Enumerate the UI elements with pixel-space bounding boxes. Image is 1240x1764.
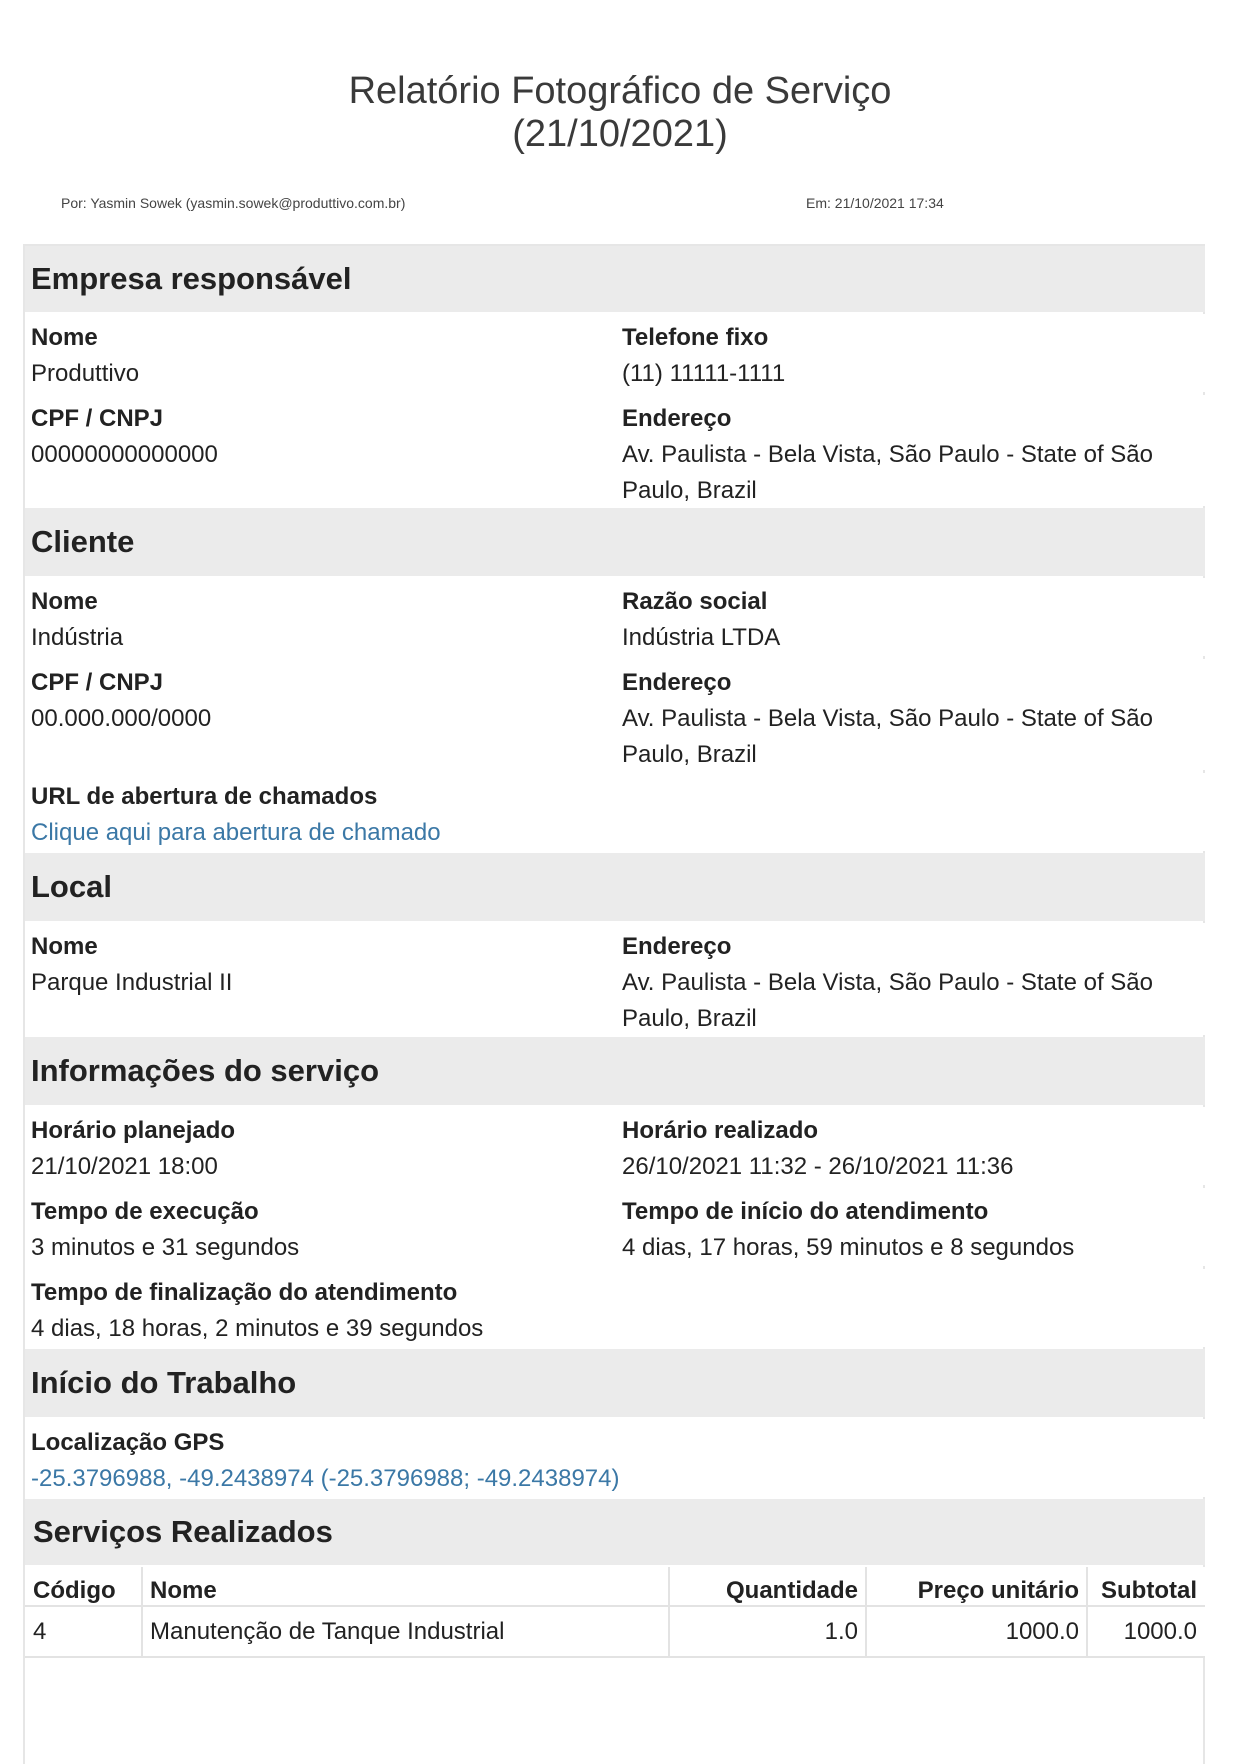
field-value: 00000000000000: [31, 441, 218, 468]
field-label: Nome: [31, 933, 98, 960]
field-label: Nome: [31, 588, 98, 615]
empty-cell: [25, 1001, 613, 1035]
table-column-divider: [865, 1567, 867, 1656]
field-label: CPF / CNPJ: [31, 405, 164, 432]
field-label: Endereço: [622, 669, 732, 696]
field-value: 00.000.000/0000: [31, 705, 212, 732]
empty-cell: [25, 737, 613, 770]
timestamp-line: Em: 21/10/2021 17:34: [806, 195, 944, 211]
empresa-nome-cell: [25, 314, 613, 392]
field-label: Tempo de início do atendimento: [622, 1198, 989, 1225]
table-divider: [25, 1656, 1205, 1658]
field-value: Parque Industrial II: [31, 969, 233, 996]
gps-cell: [25, 1419, 1205, 1497]
table-cell-codigo: 4: [25, 1608, 142, 1656]
section-heading-local: Local: [25, 853, 1205, 921]
field-value: 21/10/2021 18:00: [31, 1153, 218, 1180]
gps-link[interactable]: -25.3796988, -49.2438974 (-25.3796988; -49.2438974): [31, 1465, 620, 1492]
field-value: Av. Paulista - Bela Vista, São Paulo - State of São: [622, 969, 1153, 996]
field-label: Localização GPS: [31, 1429, 225, 1456]
field-value: Produttivo: [31, 360, 140, 387]
column-header-codigo: Código: [25, 1567, 142, 1615]
report-title-line1: Relatório Fotográfico de Serviço: [348, 70, 892, 112]
field-value: Paulo, Brazil: [622, 477, 757, 504]
field-value: 3 minutos e 31 segundos: [31, 1234, 300, 1261]
column-header-preco: Preço unitário: [866, 1567, 1087, 1615]
field-label: Tempo de execução: [31, 1198, 259, 1225]
section-heading-realizados: Serviços Realizados: [25, 1499, 1205, 1565]
section-heading-cliente: Cliente: [25, 508, 1205, 576]
cliente-nome-cell: [25, 578, 613, 656]
table-cell-subtotal: 1000.0: [1087, 1608, 1205, 1656]
field-label: URL de abertura de chamados: [31, 783, 378, 810]
field-value: Indústria LTDA: [622, 624, 781, 651]
empty-cell: [616, 1269, 1205, 1347]
table-cell-nome: Manutenção de Tanque Industrial: [142, 1608, 669, 1656]
field-label: Telefone fixo: [622, 324, 769, 351]
column-header-subtotal: Subtotal: [1087, 1567, 1205, 1615]
field-label: Endereço: [622, 405, 732, 432]
table-column-divider: [668, 1567, 670, 1656]
local-endereco-cell: [616, 923, 1205, 1035]
column-header-quantidade: Quantidade: [669, 1567, 866, 1615]
field-value: 26/10/2021 11:32 - 26/10/2021 11:36: [622, 1153, 1014, 1180]
table-row: [25, 1608, 1205, 1656]
cliente-url-cell: [25, 773, 613, 851]
cliente-cpf-cell: [25, 659, 613, 734]
table-cell-preco: 1000.0: [866, 1608, 1087, 1656]
empresa-telefone-cell: [616, 314, 1205, 392]
cliente-endereco-cell: [616, 659, 1205, 770]
table-column-divider: [1086, 1567, 1088, 1656]
servico-execucao-cell: [25, 1188, 613, 1266]
field-value: 4 dias, 17 horas, 59 minutos e 8 segundos: [622, 1234, 1075, 1261]
empty-cell: [25, 473, 613, 506]
field-value: 4 dias, 18 horas, 2 minutos e 39 segundos: [31, 1315, 484, 1342]
column-header-nome: Nome: [142, 1567, 669, 1615]
field-label: Razão social: [622, 588, 768, 615]
author-line: Por: Yasmin Sowek (yasmin.sowek@produttivo.com.br): [61, 195, 406, 211]
table-divider: [25, 1605, 1205, 1607]
field-label: Horário realizado: [622, 1117, 819, 1144]
field-label: Tempo de finalização do atendimento: [31, 1279, 458, 1306]
servico-inicio-cell: [616, 1188, 1205, 1266]
section-heading-trabalho: Início do Trabalho: [25, 1349, 1205, 1417]
field-label: Nome: [31, 324, 98, 351]
field-value: Av. Paulista - Bela Vista, São Paulo - State of São: [622, 441, 1153, 468]
local-nome-cell: [25, 923, 613, 998]
section-heading-servico: Informações do serviço: [25, 1037, 1205, 1105]
servico-finalizacao-cell: [25, 1269, 613, 1347]
open-ticket-link[interactable]: Clique aqui para abertura de chamado: [31, 819, 441, 846]
cliente-razao-cell: [616, 578, 1205, 656]
field-value: (11) 11111-1111: [622, 360, 786, 387]
field-value: Av. Paulista - Bela Vista, São Paulo - State of São: [622, 705, 1153, 732]
report-title-line2: (21/10/2021): [512, 113, 728, 155]
servico-planejado-cell: [25, 1107, 613, 1185]
empty-cell: [616, 773, 1205, 851]
report-title: [0, 70, 1240, 156]
section-heading-empresa: Empresa responsável: [25, 246, 1205, 312]
field-value: Paulo, Brazil: [622, 1005, 757, 1032]
table-cell-quantidade: 1.0: [669, 1608, 866, 1656]
table-column-divider: [141, 1567, 143, 1656]
field-label: Horário planejado: [31, 1117, 236, 1144]
servico-realizado-cell: [616, 1107, 1205, 1185]
field-value: Paulo, Brazil: [622, 741, 757, 768]
empresa-cpf-cell: [25, 395, 613, 470]
field-value: Indústria: [31, 624, 124, 651]
empresa-endereco-cell: [616, 395, 1205, 506]
field-label: CPF / CNPJ: [31, 669, 164, 696]
field-label: Endereço: [622, 933, 732, 960]
